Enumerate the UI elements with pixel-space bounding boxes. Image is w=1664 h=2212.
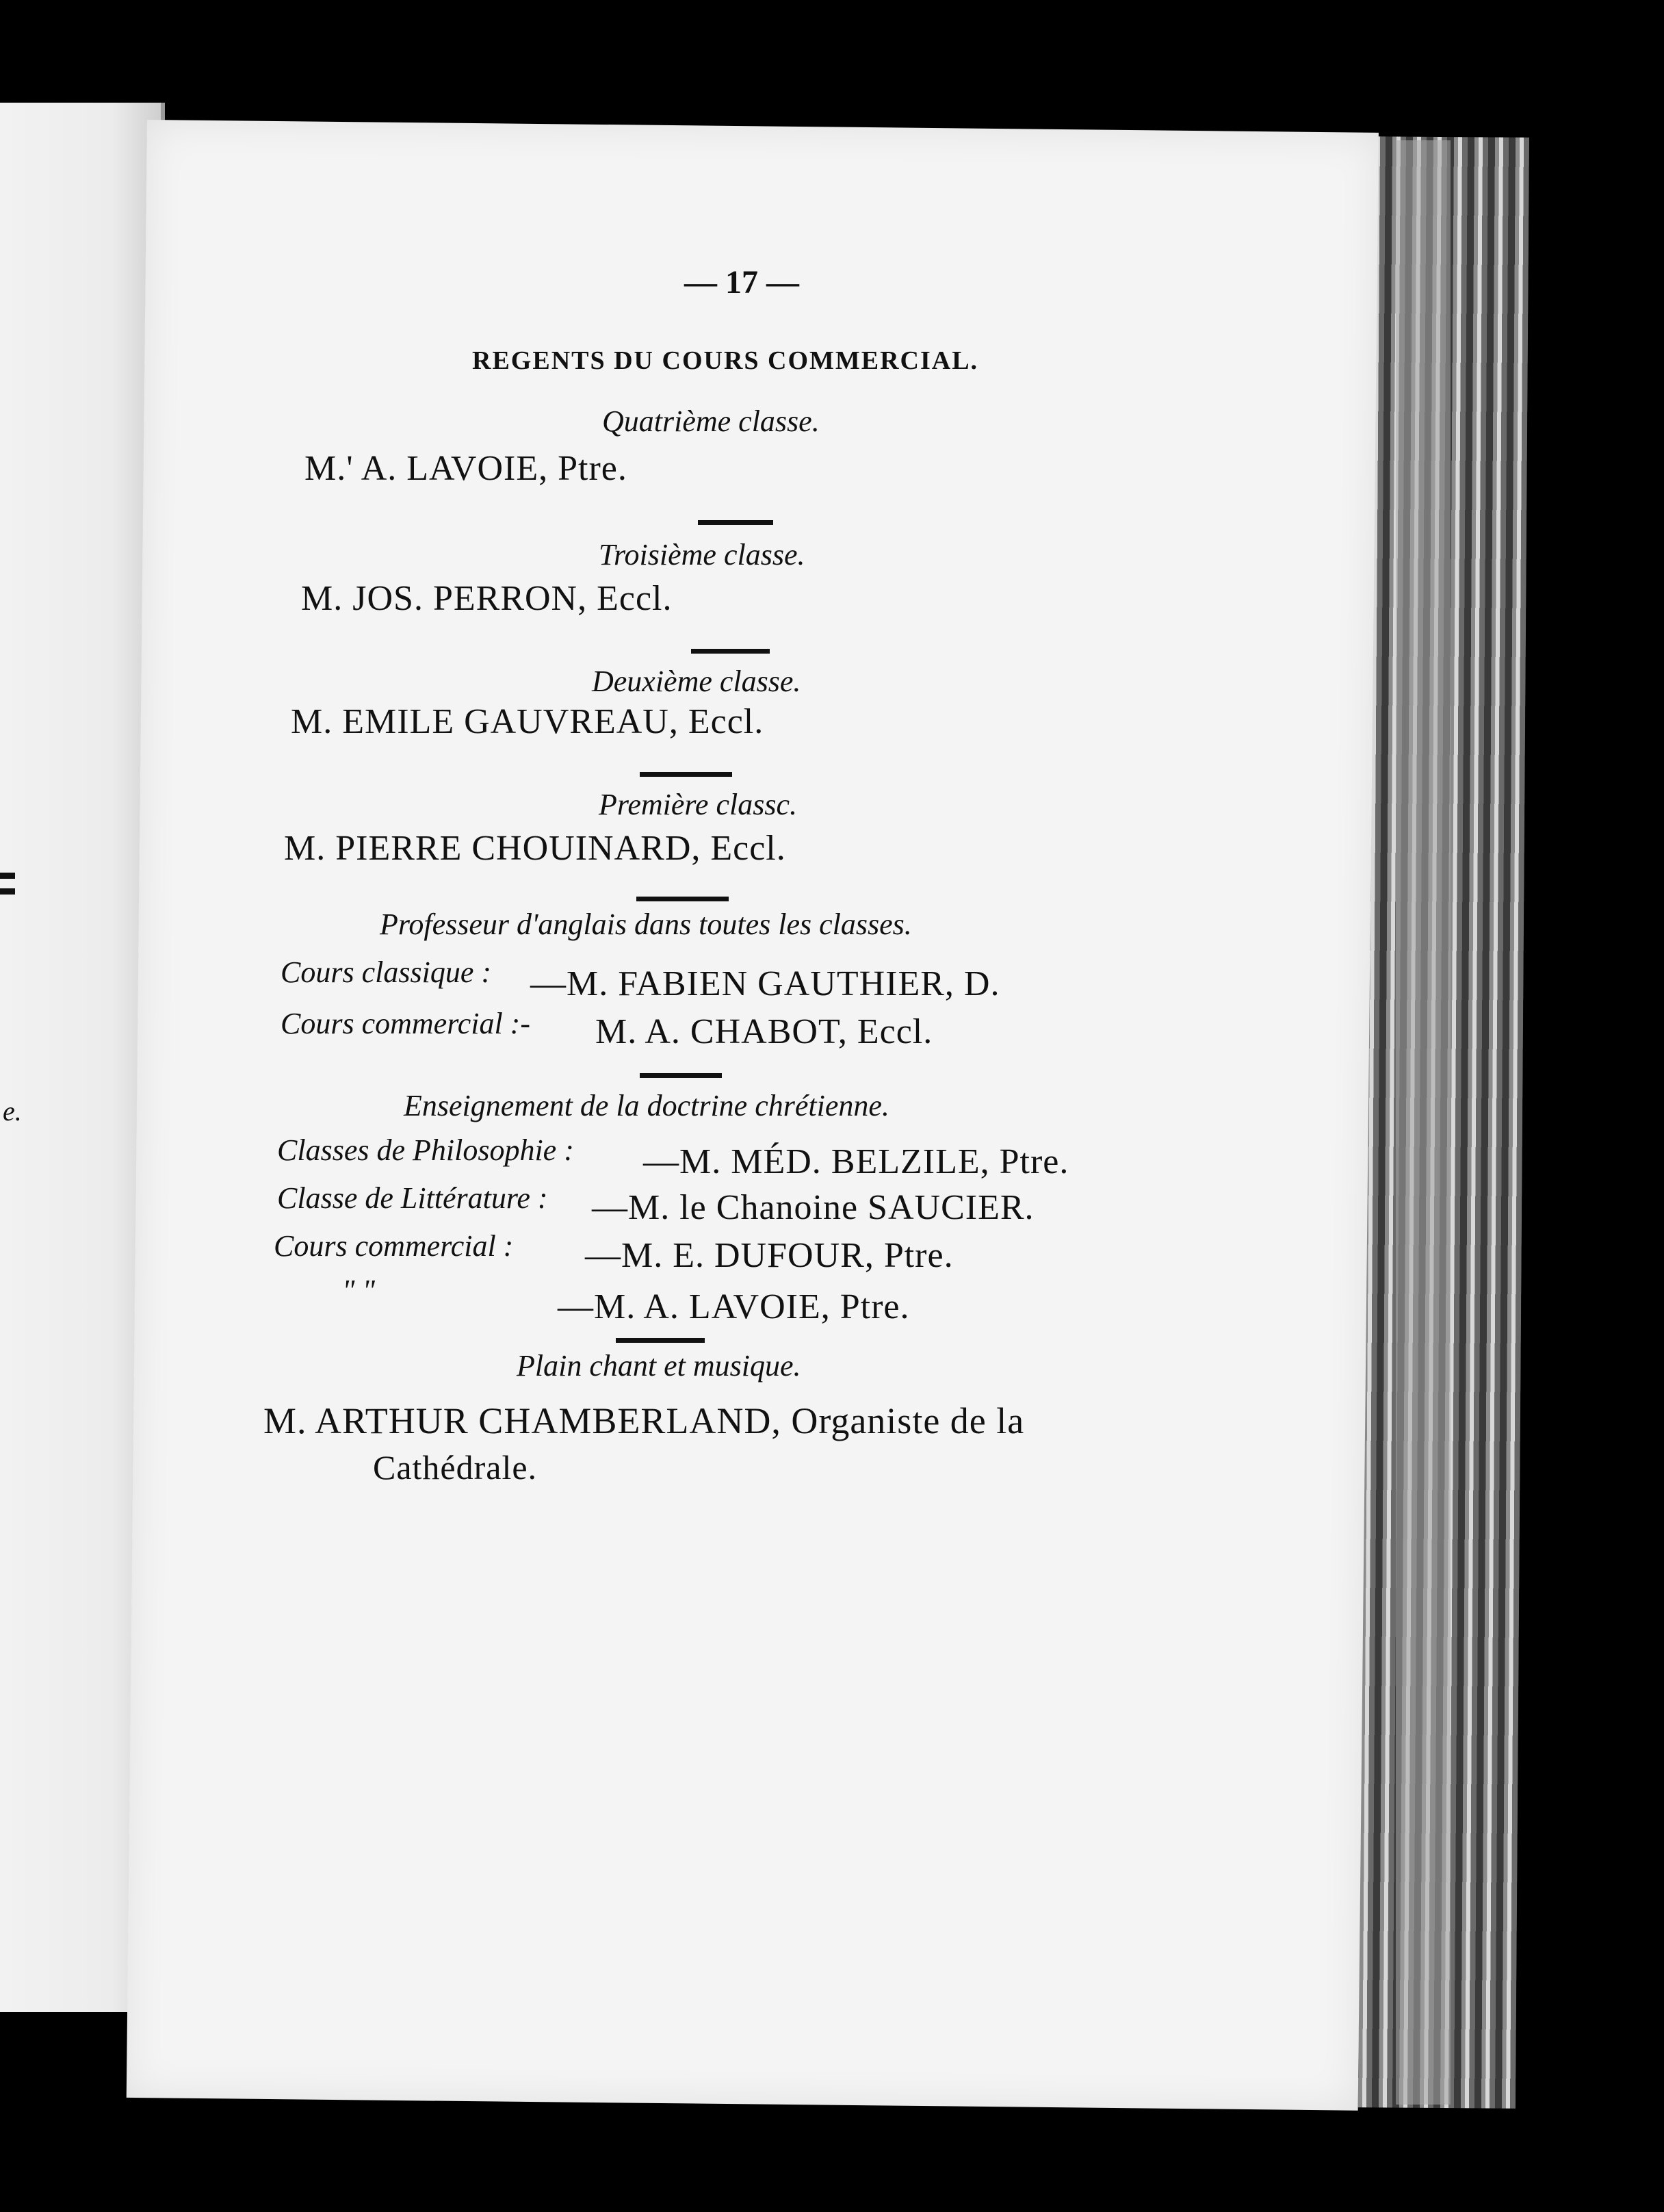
class-regent-name: M. PIERRE CHOUINARD, Eccl.: [284, 829, 786, 868]
separator-rule: [616, 1338, 705, 1343]
separator-rule: [640, 1073, 722, 1078]
english-row-value: —M. FABIEN GAUTHIER, D.: [530, 964, 1000, 1003]
doctrine-row-label: Classes de Philosophie :: [277, 1133, 574, 1167]
separator-rule: [698, 520, 773, 525]
class-heading: Deuxième classe.: [592, 665, 801, 698]
doctrine-row-value: —M. A. LAVOIE, Ptre.: [558, 1287, 910, 1326]
class-regent-name: M. EMILE GAUVREAU, Eccl.: [291, 702, 764, 741]
doctrine-row-value: —M. E. DUFOUR, Ptre.: [585, 1236, 954, 1275]
english-row-label: Cours commercial :-: [281, 1007, 530, 1040]
book-page-edges-highlight: [1396, 140, 1451, 2105]
doctrine-row-value: —M. le Chanoine SAUCIER.: [592, 1188, 1035, 1227]
doctrine-heading: Enseignement de la doctrine chrétienne.: [404, 1089, 889, 1122]
doctrine-row-label: " ": [342, 1274, 375, 1307]
music-line-1: M. ARTHUR CHAMBERLAND, Organiste de la: [263, 1400, 1025, 1441]
class-heading: Quatrième classe.: [602, 404, 820, 438]
doctrine-row-value: —M. MÉD. BELZILE, Ptre.: [643, 1142, 1069, 1181]
class-regent-name: M. JOS. PERRON, Eccl.: [301, 579, 673, 618]
separator-rule: [640, 772, 732, 777]
english-heading: Professeur d'anglais dans toutes les classes.: [380, 908, 912, 941]
section-title: REGENTS DU COURS COMMERCIAL.: [472, 346, 979, 375]
left-page-rule-mark: [0, 873, 15, 879]
class-regent-name: M.' A. LAVOIE, Ptre.: [304, 449, 627, 488]
english-row-value: M. A. CHABOT, Eccl.: [595, 1012, 933, 1051]
english-row-label: Cours classique :: [281, 955, 491, 989]
class-heading: Première classc.: [599, 788, 797, 821]
separator-rule: [691, 649, 770, 654]
doctrine-row-label: Cours commercial :: [274, 1229, 514, 1263]
class-heading: Troisième classe.: [599, 538, 805, 571]
doctrine-row-label: Classe de Littérature :: [277, 1181, 548, 1215]
music-line-2: Cathédrale.: [373, 1448, 538, 1487]
music-heading: Plain chant et musique.: [517, 1349, 801, 1382]
left-page-rule-mark: [0, 888, 15, 895]
page-number: — 17 —: [684, 264, 799, 300]
left-page-text-fragment: e.: [3, 1096, 22, 1127]
separator-rule: [636, 897, 729, 901]
